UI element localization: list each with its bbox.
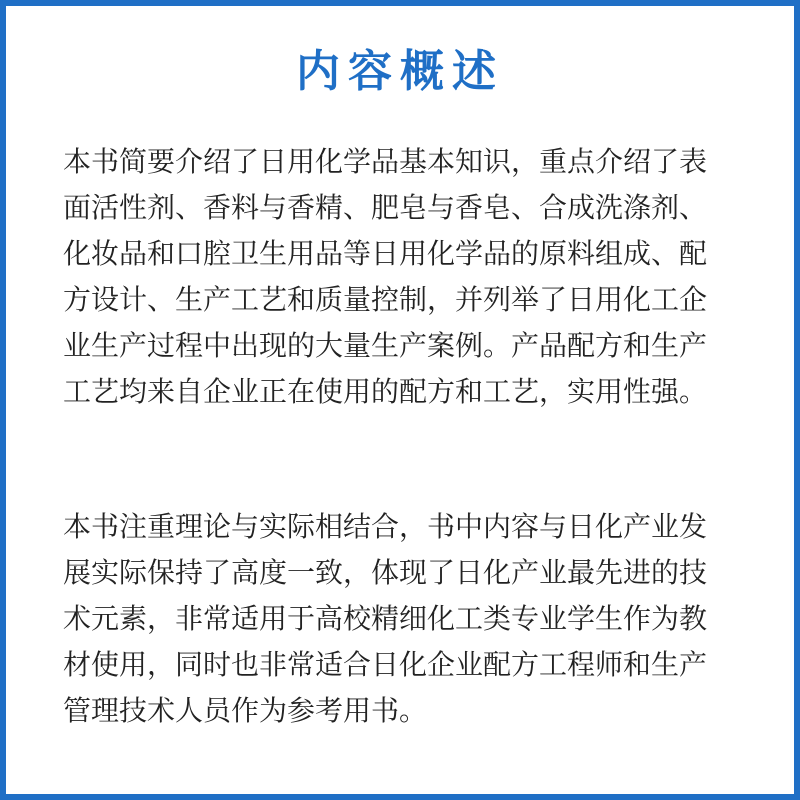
paragraph-line: 化妆品和口腔卫生用品等日用化学品的原料组成、配 [63,237,708,270]
paragraph-line: 术元素，非常适用于高校精细化工类专业学生作为教 [63,602,708,635]
page-title: 内容概述 [296,46,504,97]
paragraph-line: 方设计、生产工艺和质量控制，并列举了日用化工企 [63,283,708,316]
paragraph-line: 材使用，同时也非常适合日化企业配方工程师和生产 [63,648,708,681]
paragraph-line: 展实际保持了高度一致，体现了日化产业最先进的技 [63,556,708,589]
paragraph-2 [63,504,753,734]
paragraph-line: 本书简要介绍了日用化学品基本知识，重点介绍了表 [63,145,708,178]
paragraph-line: 本书注重理论与实际相结合，书中内容与日化产业发 [63,510,708,543]
paragraph-line: 管理技术人员作为参考用书。 [63,694,428,727]
paragraph-line: 业生产过程中出现的大量生产案例。产品配方和生产 [63,329,708,362]
paragraph-line: 工艺均来自企业正在使用的配方和工艺，实用性强。 [63,375,708,408]
paragraph-line: 面活性剂、香料与香精、肥皂与香皂、合成洗涤剂、 [63,191,708,224]
paragraph-1 [63,139,753,415]
